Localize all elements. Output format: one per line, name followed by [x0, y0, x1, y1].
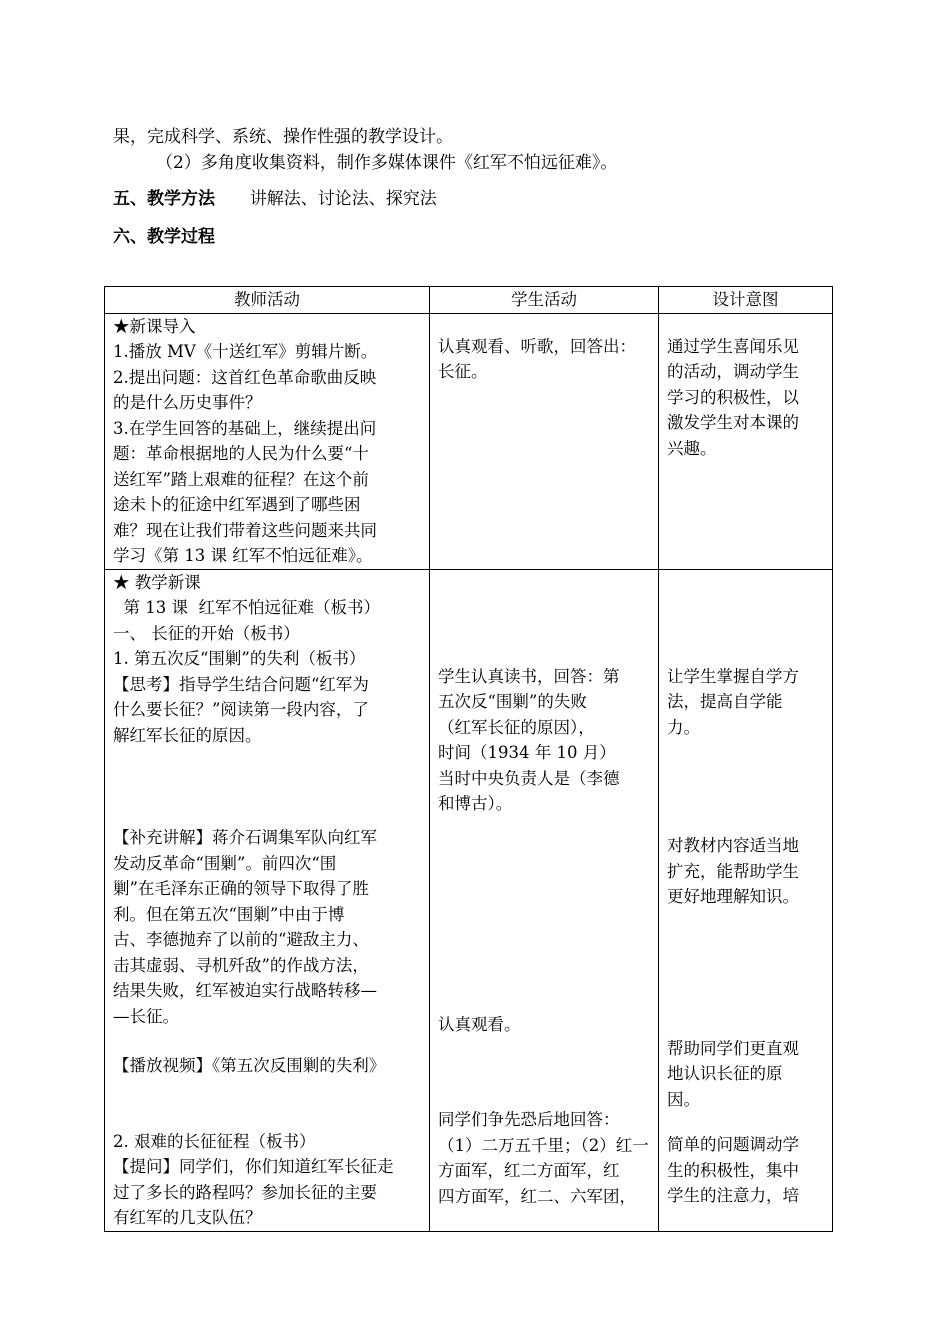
- row2-teacher-line: 发动反革命“围剿”。前四次“围: [113, 853, 337, 873]
- row1-intent-line: 激发学生对本课的: [667, 413, 799, 432]
- row2-teacher-line: 2. 艰难的长征征程（板书）: [113, 1131, 316, 1151]
- row2-teacher-line: 【播放视频】《第五次反围剿的失利》: [113, 1056, 386, 1075]
- intro-line-1: 果，完成科学、系统、操作性强的教学设计。: [113, 127, 453, 147]
- row2-teacher-line: 解红军长征的原因。: [113, 725, 262, 745]
- section-5-content: 讲解法、讨论法、探究法: [249, 189, 437, 209]
- row1-teacher-line: 途未卜的征途中红军遇到了哪些困: [113, 495, 361, 514]
- row2-intent-line: 扩充，能帮助学生: [667, 861, 799, 881]
- section-6-heading: 六、教学过程: [113, 227, 215, 247]
- row2-teacher-line: —长征。: [113, 1006, 179, 1026]
- row1-teacher-line: 难？现在让我们带着这些问题来共同: [113, 520, 377, 540]
- row2-intent-line: 对教材内容适当地: [667, 836, 799, 855]
- row1-intent-line: 兴趣。: [667, 438, 717, 458]
- header-intent: 设计意图: [659, 287, 833, 314]
- row2-student-line: 和博古）。: [438, 794, 513, 813]
- row1-teacher-line: 1.播放 MV《十送红军》剪辑片断。: [113, 342, 378, 361]
- header-student: 学生活动: [430, 287, 659, 314]
- row1-student-line: 认真观看、听歌，回答出：: [438, 336, 636, 356]
- row2-intent-cell: [659, 569, 833, 1231]
- row2-student-line: （红军长征的原因），: [438, 717, 595, 737]
- row2-teacher-line: ★ 教学新课: [113, 572, 201, 592]
- section-5-heading: 五、教学方法: [113, 189, 215, 209]
- row2-teacher-line: 击其虚弱、寻机歼敌”的作战方法，: [113, 955, 369, 975]
- row1-teacher-line: 题：革命根据地的人民为什么要“十: [113, 444, 369, 463]
- table-header-row: [105, 287, 833, 314]
- row1-teacher-line: 送红军”踏上艰难的征程？在这个前: [113, 469, 369, 489]
- row2-teacher-line: 【提问】同学们，你们知道红军长征走: [113, 1157, 394, 1176]
- row2-intent-line: 学生的注意力，培: [667, 1186, 799, 1205]
- row1-intent-line: 通过学生喜闻乐见: [667, 336, 799, 356]
- row2-student-line: 五次反“围剿”的失败: [438, 692, 587, 711]
- teaching-process-table: [104, 286, 833, 1232]
- row2-student-line: （1）二万五千里；（2）红一: [438, 1135, 649, 1155]
- row1-student-cell: [430, 313, 659, 569]
- row2-student-line: 四方面军，红二、六军团，: [438, 1186, 636, 1206]
- row2-intent-line: 因。: [667, 1089, 700, 1109]
- row2-student-line: 当时中央负责人是（李德: [438, 768, 620, 788]
- row2-teacher-line: 剿”在毛泽东正确的领导下取得了胜: [113, 879, 369, 898]
- row1-teacher-cell: [105, 313, 430, 569]
- row2-intent-line: 让学生掌握自学方: [667, 666, 799, 686]
- table-row: [105, 313, 833, 569]
- row2-teacher-line: 【补充讲解】蒋介石调集军队向红军: [113, 828, 377, 847]
- row2-intent-line: 力。: [667, 717, 700, 737]
- header-teacher: 教师活动: [105, 287, 430, 314]
- row2-student-line: 时间（1934 年 10 月）: [438, 743, 616, 762]
- row2-student-line: 认真观看。: [438, 1014, 521, 1034]
- row2-teacher-line: 【思考】指导学生结合问题“红军为: [113, 674, 369, 694]
- row2-teacher-line: 结果失败，红军被迫实行战略转移—: [113, 981, 377, 1000]
- row1-teacher-line: 2.提出问题：这首红色革命歌曲反映: [113, 367, 377, 387]
- row2-intent-line: 生的积极性，集中: [667, 1160, 799, 1180]
- row2-teacher-cell: [105, 569, 430, 1231]
- row2-teacher-line: 第 13 课 红军不怕远征难（板书）: [113, 598, 380, 617]
- table-row: [105, 569, 833, 1231]
- row1-teacher-line: ★新课导入: [113, 316, 196, 336]
- row1-intent-cell: [659, 313, 833, 569]
- row1-intent-line: 的活动，调动学生: [667, 362, 799, 381]
- row2-intent-line: 更好地理解知识。: [667, 887, 799, 906]
- row1-teacher-line: 的是什么历史事件？: [113, 393, 262, 412]
- row1-teacher-line: 3.在学生回答的基础上，继续提出问: [113, 418, 377, 438]
- row2-intent-line: 地认识长征的原: [667, 1064, 783, 1083]
- row2-intent-line: 简单的问题调动学: [667, 1135, 799, 1154]
- row2-student-line: 同学们争先恐后地回答：: [438, 1110, 620, 1129]
- row2-teacher-line: 古、李德抛弃了以前的“避敌主力、: [113, 930, 369, 949]
- row2-teacher-line: 利。但在第五次“围剿”中由于博: [113, 904, 345, 924]
- row2-student-cell: [430, 569, 659, 1231]
- row2-intent-line: 法，提高自学能: [667, 692, 783, 711]
- row2-student-line: 学生认真读书，回答：第: [438, 666, 620, 686]
- row2-teacher-line: 1. 第五次反“围剿”的失利（板书）: [113, 649, 366, 668]
- section-5: [113, 186, 437, 212]
- row2-teacher-line: 有红军的几支队伍？: [113, 1208, 262, 1227]
- row1-teacher-line: 学习《第 13 课 红军不怕远征难》。: [113, 546, 373, 565]
- row2-teacher-line: 过了多长的路程吗？参加长征的主要: [113, 1182, 377, 1202]
- row2-student-line: 方面军，红二方面军，红: [438, 1161, 620, 1180]
- row1-intent-line: 学习的积极性，以: [667, 387, 799, 407]
- row1-student-line: 长征。: [438, 362, 488, 381]
- row2-teacher-line: 一、 长征的开始（板书）: [113, 623, 300, 643]
- intro-line-2: （2）多角度收集资料，制作多媒体课件《红军不怕远征难》。: [156, 153, 618, 173]
- row2-teacher-line: 什么要长征？”阅读第一段内容，了: [113, 700, 369, 719]
- row2-intent-line: 帮助同学们更直观: [667, 1038, 799, 1058]
